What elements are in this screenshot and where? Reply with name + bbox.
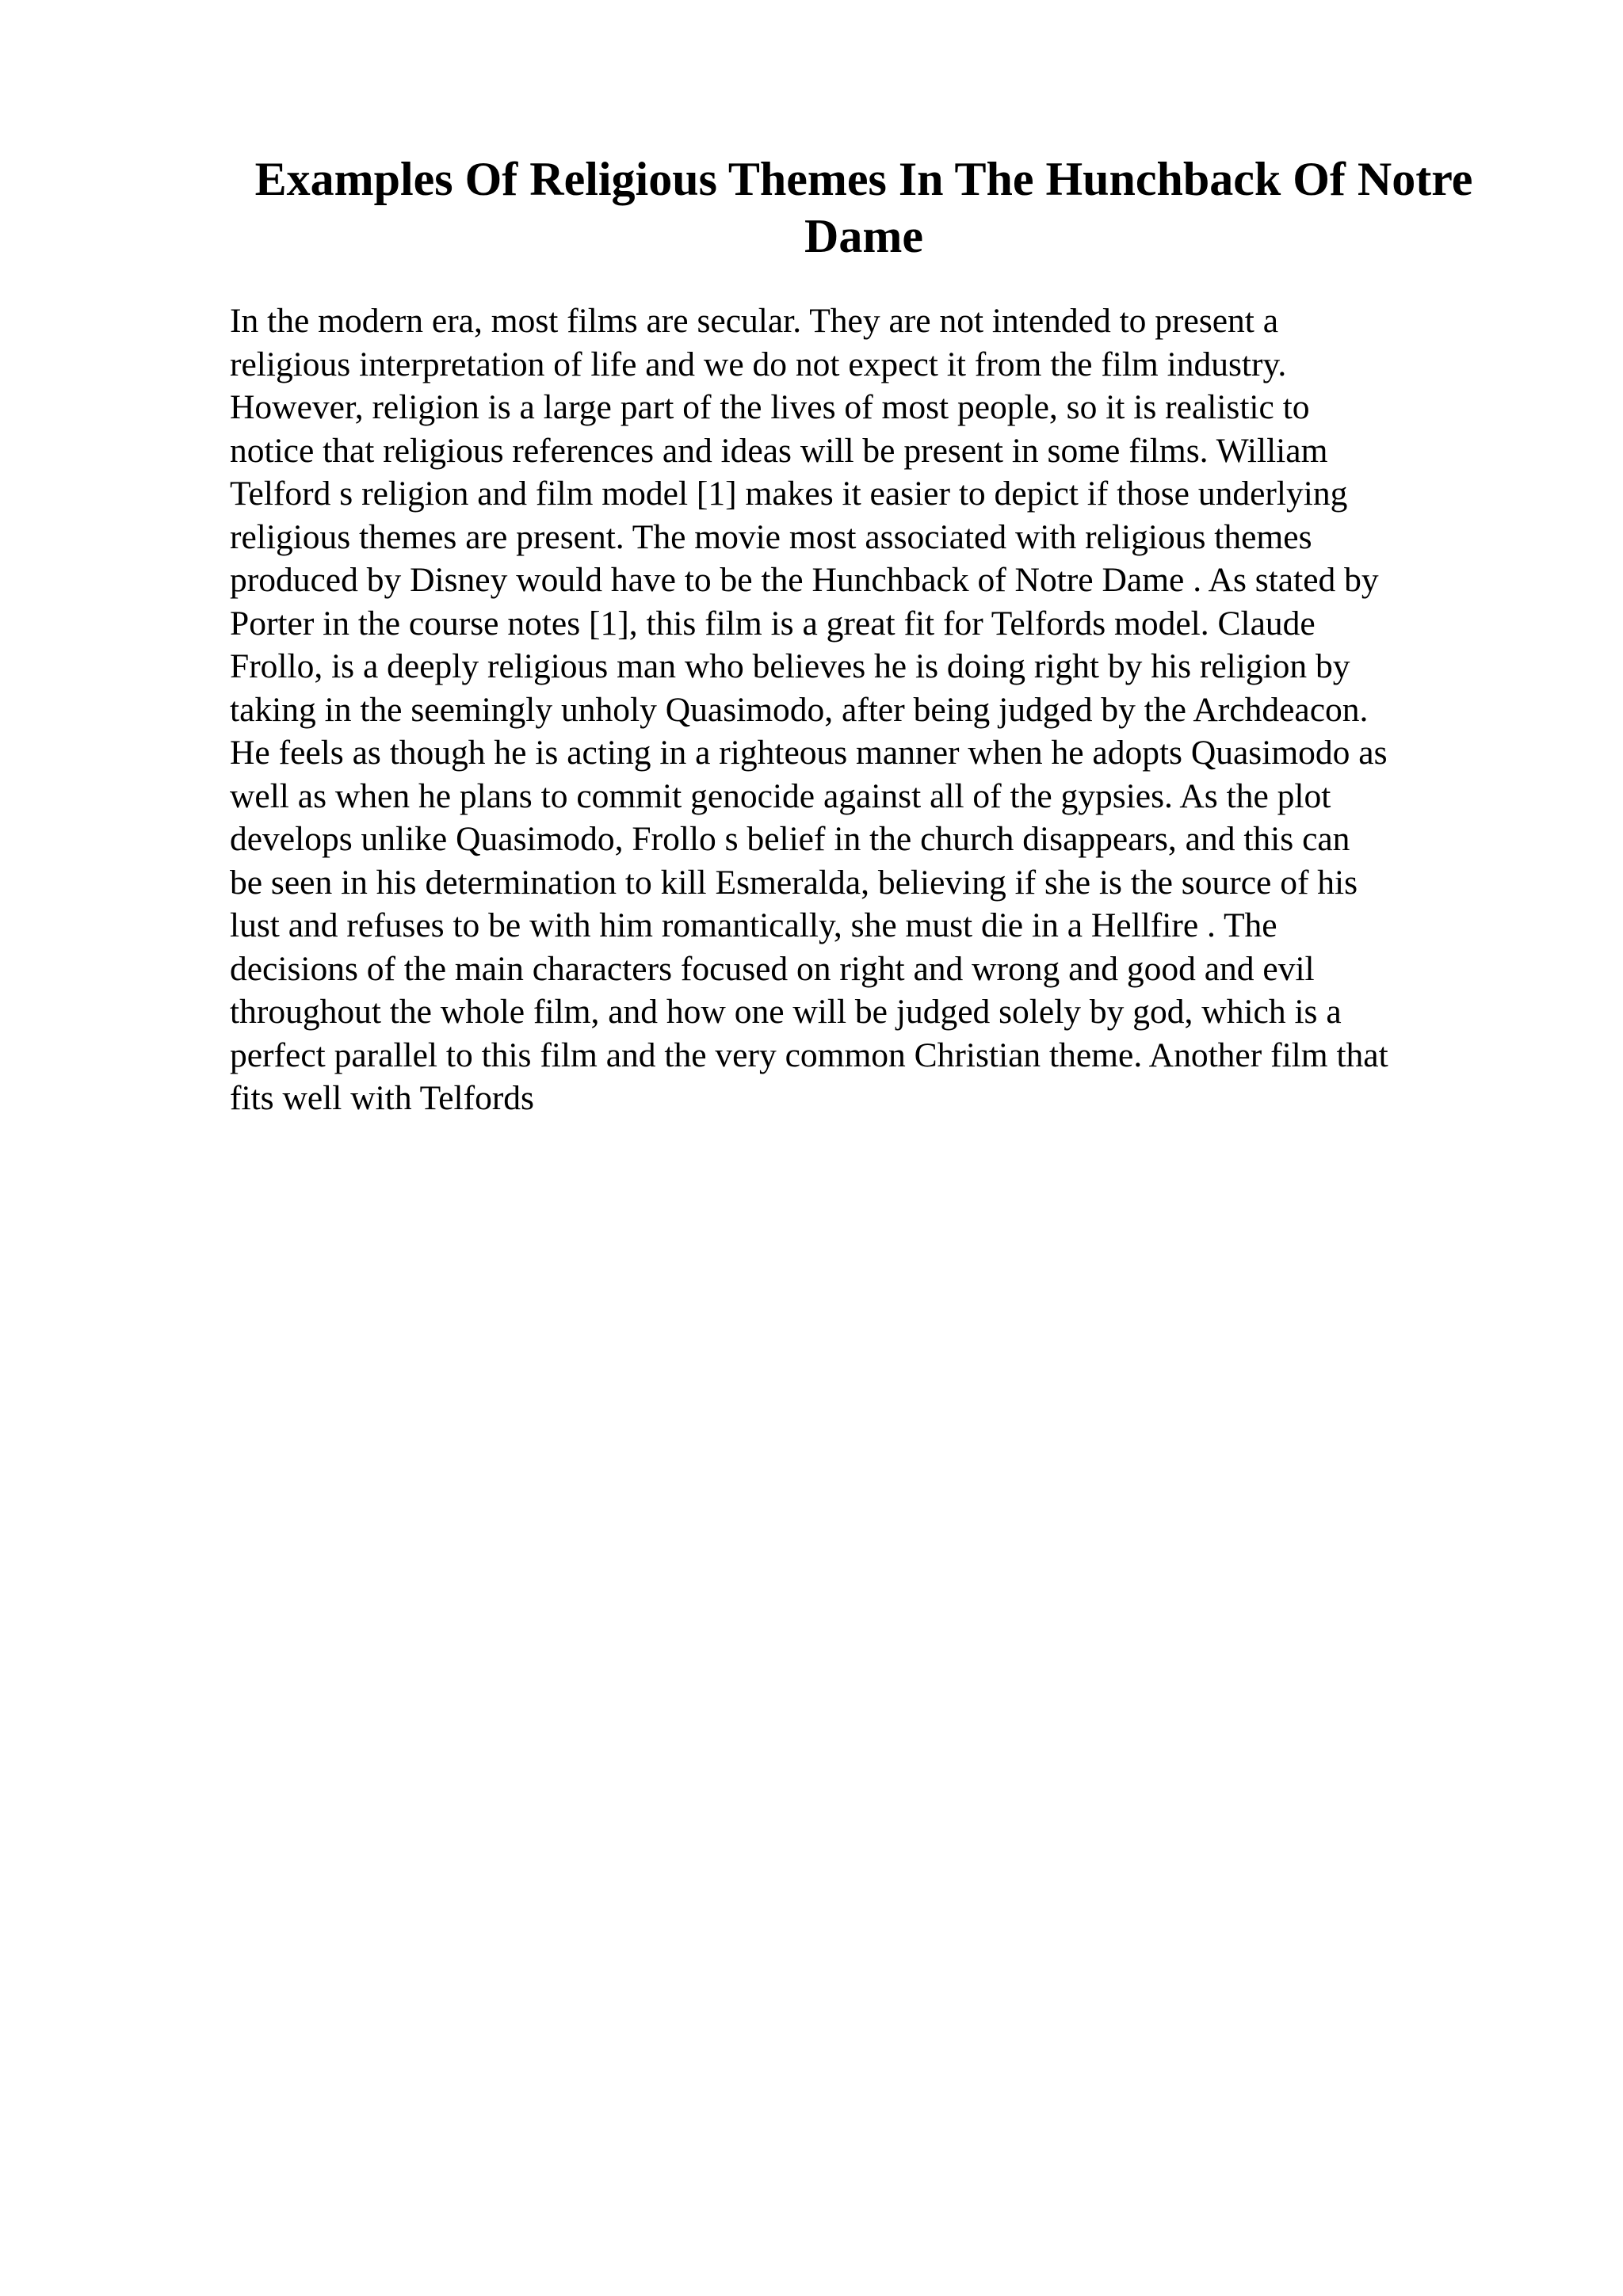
body-line: Porter in the course notes [1], this film is a great fit for Telfords model. Claude [230, 604, 1316, 643]
body-line: develops unlike Quasimodo, Frollo s belief in the church disappears, and this can [230, 820, 1350, 858]
body-line: produced by Disney would have to be the Hunchback of Notre Dame . As stated by [230, 561, 1379, 599]
body-line: be seen in his determination to kill Esmeralda, believing if she is the source of his [230, 863, 1358, 902]
body-line: religious interpretation of life and we do not expect it from the film industry. [230, 345, 1287, 383]
title-line: Dame [804, 210, 923, 262]
body-line: In the modern era, most films are secular. They are not intended to present a [230, 302, 1279, 340]
body-line: perfect parallel to this film and the very common Christian theme. Another film that [230, 1035, 1388, 1074]
body-line: decisions of the main characters focused on right and wrong and good and evil [230, 949, 1315, 988]
body-line: lust and refuses to be with him romantically, she must die in a Hellfire . The [230, 906, 1277, 944]
body-line: throughout the whole film, and how one will be judged solely by god, which is a [230, 993, 1342, 1031]
body-line: He feels as though he is acting in a righteous manner when he adopts Quasimodo as [230, 734, 1388, 772]
body-line: Frollo, is a deeply religious man who believes he is doing right by his religion by [230, 647, 1350, 685]
body-line: taking in the seemingly unholy Quasimodo, after being judged by the Archdeacon. [230, 690, 1369, 729]
body-line: religious themes are present. The movie most associated with religious themes [230, 517, 1312, 556]
document-title [230, 151, 1498, 265]
body-line: However, religion is a large part of the lives of most people, so it is realistic to [230, 388, 1310, 426]
body-line: well as when he plans to commit genocide against all of the gypsies. As the plot [230, 776, 1331, 815]
title-line: Examples Of Religious Themes In The Hunchback Of Notre [254, 153, 1473, 205]
body-line: notice that religious references and ideas will be present in some films. William [230, 431, 1328, 470]
body-line: fits well with Telfords [230, 1079, 534, 1117]
body-paragraph [230, 299, 1498, 1120]
body-line: Telford s religion and film model [1] makes it easier to depict if those underlying [230, 475, 1348, 513]
